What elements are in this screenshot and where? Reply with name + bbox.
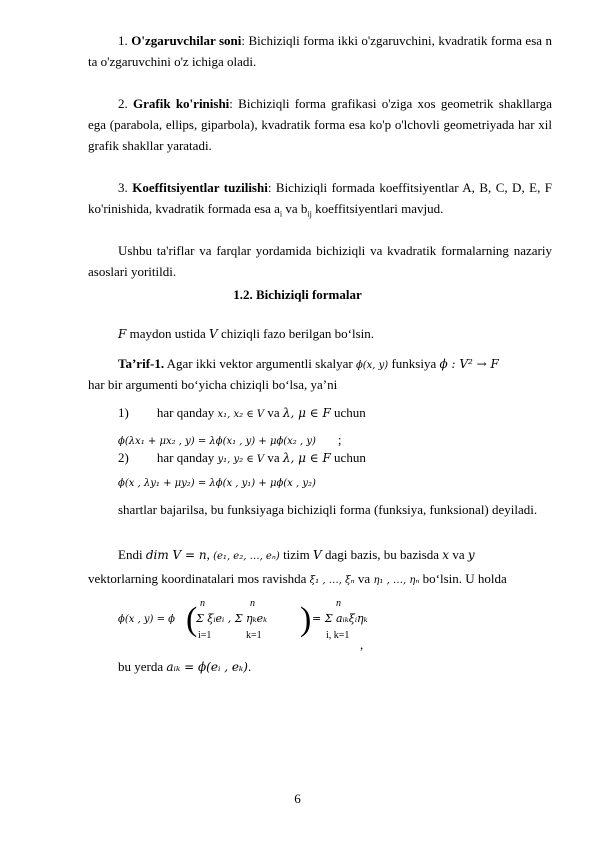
list-item-3: 3. Koeffitsiyentlar tuzilishi: Bichiziqli formada koeffitsiyentlar A, B, C, D, E, F ko'rinishida, kvadratik formada esa $a_i$ va $b_{ij}$ koeffitsiyentlari mavjud. (88, 180, 553, 219)
item-number: 3. (118, 180, 128, 195)
item-term: Koeffitsiyentlar tuzilishi (132, 180, 268, 195)
endi-line: Endi dim V = n, (e₁, e₂, …, eₙ) tizim V dagi bazis, bu bazisda x va y (118, 547, 475, 562)
conclusion-paragraph: shartlar bajarilsa, bu funksiyaga bichiziqli forma (funksiya, funksional) deyiladi. (118, 502, 538, 517)
item-term: O'zgaruvchilar soni (131, 33, 242, 48)
item-number: 2. (118, 96, 128, 111)
condition-2: 2) har qanday y₁, y₂ ∈ V va λ, μ ∈ F uchun (118, 450, 366, 465)
item-number: 1. (118, 33, 128, 48)
item-text: : Bichiziqli forma ikki o'zgaruvchini, kvadratik forma esa n ta o'zgaruvchini o'z ichiga oladi. (88, 33, 553, 69)
definition-line: Ta’rif-1. Agar ikki vektor argumentli skalyar ϕ(x, y) funksiya ϕ : V² → F (118, 356, 499, 371)
endi-continuation: vektorlarning koordinatalari mos ravishda ξ₁ , …, ξₙ va η₁ , …, ηₙ bo‘lsin. U holda (88, 571, 507, 586)
subscript: ij (307, 209, 312, 219)
buyerda-line: bu yerda aᵢₖ = ϕ(eᵢ , eₖ). (118, 659, 252, 674)
list-item-1 (88, 30, 552, 72)
formula-2: ϕ(x , λy₁ + μy₂) = λϕ(x , y₁) + μϕ(x , y₂) (118, 478, 316, 489)
condition-1: 1) har qanday x₁, x₂ ∈ V va λ, μ ∈ F uchun (118, 405, 366, 420)
intro-line: F maydon ustida V chiziqli fazo berilgan bo‘lsin. (118, 326, 374, 341)
section-heading: 1.2. Bichiziqli formalar (233, 287, 362, 302)
item-text: : Bichiziqli forma grafikasi o'ziga xos geometrik shakllarga ega (parabola, ellips, giparbola), kvadratik forma esa ko'p o'lchovli geometriyada har xil grafik shakllar yaratadi. (88, 96, 552, 153)
subscript: i (279, 209, 283, 219)
definition-continuation: har bir argumenti bo‘yicha chiziqli bo‘lsa, ya’ni (88, 377, 338, 392)
list-item-2 (88, 93, 552, 156)
formula-comma: , (360, 637, 364, 652)
definition-label: Ta’rif-1. (118, 356, 165, 371)
summary-paragraph: Ushbu ta'riflar va farqlar yordamida bichiziqli va kvadratik formalarning nazariy asoslari yoritildi. (88, 243, 552, 279)
formula-1: ϕ(λx₁ + μx₂ , y) = λϕ(x₁ , y) + μϕ(x₂ , y) ; (118, 432, 342, 447)
item-text: : Bichiziqli formada koeffitsiyentlar A, B, C, D, E, F ko'rinishida, kvadratik formada esa a (88, 180, 553, 216)
sum-formula: ϕ(x , y) = ϕ ( n i=1 n k=1 Σ ξᵢeᵢ , Σ ηₖeₖ ) n i, k=1 = Σ aᵢₖξᵢηₖ (118, 598, 368, 641)
item-term: Grafik ko'rinishi (133, 96, 230, 111)
page-number: 6 (294, 791, 301, 806)
